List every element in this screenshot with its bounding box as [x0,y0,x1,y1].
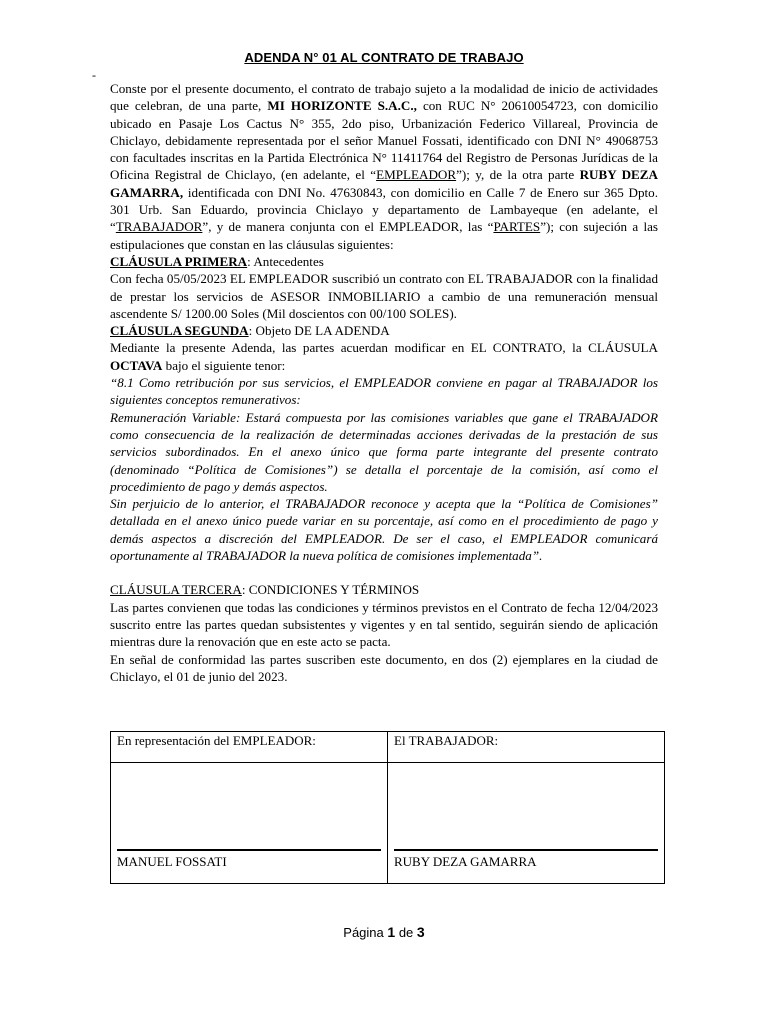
quote-8-1: “8.1 Como retribución por sus servicios, el EMPLEADOR conviene en pagar al TRABAJADOR los siguientes conceptos remunerativos: [110,375,658,408]
clausula-tercera-heading: CLÁUSULA TERCERA: CONDICIONES Y TÉRMINOS [110,582,420,598]
quote-sin-perjuicio: Sin perjuicio de lo anterior, el TRABAJADOR reconoce y acepta que la “Política de Comisiones” detallada en el anexo único puede variar en su porcentaje, así como en el procedimiento de pago y demás aspectos a discreción del EMPLEADOR. De ser el caso, el EMPLEADOR comunicará oportunamente al TRABAJADOR la nueva política de comisiones implementada”. [110,496,658,564]
signer-name-worker: RUBY DEZA GAMARRA [394,854,537,869]
worker-name: RUBY DEZA GAMARRA, [110,167,658,200]
current-page-number: 1 [387,924,396,940]
signature-header-employer: En representación del EMPLEADOR: [111,732,388,763]
signature-line [117,849,381,851]
document-title: ADENDA N° 01 AL CONTRATO DE TRABAJO [244,50,524,65]
octava-term: OCTAVA [110,357,163,373]
total-pages-number: 3 [416,924,425,940]
trabajador-term: TRABAJADOR [115,219,203,235]
page-footer: Página 1 de 3 [343,924,425,940]
signature-cell-worker [388,763,665,884]
spacer [110,564,658,581]
empleador-term: EMPLEADOR [376,167,457,183]
clausula-segunda-text: Mediante la presente Adenda, las partes acuerdan modificar en EL CONTRATO, la CLÁUSULA OCTAVA bajo el siguiente tenor: [110,340,658,373]
document-body [110,80,658,685]
signature-line [394,849,658,851]
closing-paragraph: En señal de conformidad las partes suscriben este documento, en dos (2) ejemplares en la ciudad de Chiclayo, el 01 de junio del 2023. [110,651,658,684]
clausula-primera-text: Con fecha 05/05/2023 EL EMPLEADOR suscribió un contrato con EL TRABAJADOR con la finalidad de prestar los servicios de ASESOR INMOBILIARIO a cambio de una remuneración mensual ascendente S/ 1200.00 Soles (Mil doscientos con 00/100 SOLES). [110,271,658,321]
stray-dash: - [92,68,96,82]
employer-name: MI HORIZONTE S.A.C., [267,98,417,114]
signature-table [110,731,665,884]
signer-name-employer: MANUEL FOSSATI [117,854,227,869]
clausula-primera-heading: CLÁUSULA PRIMERA: Antecedentes [110,253,324,269]
partes-term: PARTES [493,219,541,235]
quote-remuneracion: Remuneración Variable: Estará compuesta por las comisiones variables que gane el TRABAJADOR como consecuencia de la realización de determinadas acciones derivadas de la prestación de sus servicios subordinados. En el anexo único que forma parte integrante del presente contrato (denominado “Política de Comisiones”) se detalla el porcentaje de la comisión, así como el procedimiento de pago y demás aspectos. [110,409,658,494]
intro-paragraph: Conste por el presente documento, el contrato de trabajo sujeto a la modalidad de inicio de actividades que celebran, de una parte, MI HORIZONTE S.A.C., con RUC N° 20610054723, con domicilio ubicado en Pasaje Los Cactus N° 355, 2do piso, Urbanización Federico Villareal, Provincia de Chiclayo, debidamente representada por el señor Manuel Fossati, identificado con DNI N° 49068753 con facultades inscritas en la Partida Electrónica N° 11411764 del Registro de Personas Jurídicas de la Oficina Registral de Chiclayo, (en adelante, el “EMPLEADOR”); y, de la otra parte RUBY DEZA GAMARRA, identificada con DNI No. 47630843, con domicilio en Calle 7 de Enero sur 365 Dpto. 301 Urb. San Eduardo, provincia Chiclayo y departamento de Lambayeque (en adelante, el “TRABAJADOR”, y de manera conjunta con el EMPLEADOR, las “PARTES”); con sujeción a las estipulaciones que constan en las cláusulas siguientes: [110,81,658,252]
clausula-tercera-text: Las partes convienen que todas las condiciones y términos previstos en el Contrato de fecha 12/04/2023 suscrito entre las partes quedan subsistentes y vigentes y en tal sentido, seguirán siendo de aplicación mientras dure la renovación que en este acto se pacta. [110,599,658,650]
clausula-segunda-heading: CLÁUSULA SEGUNDA: Objeto DE LA ADENDA [110,323,390,339]
signature-cell-employer [111,763,388,884]
signature-header-worker: El TRABAJADOR: [388,732,665,763]
